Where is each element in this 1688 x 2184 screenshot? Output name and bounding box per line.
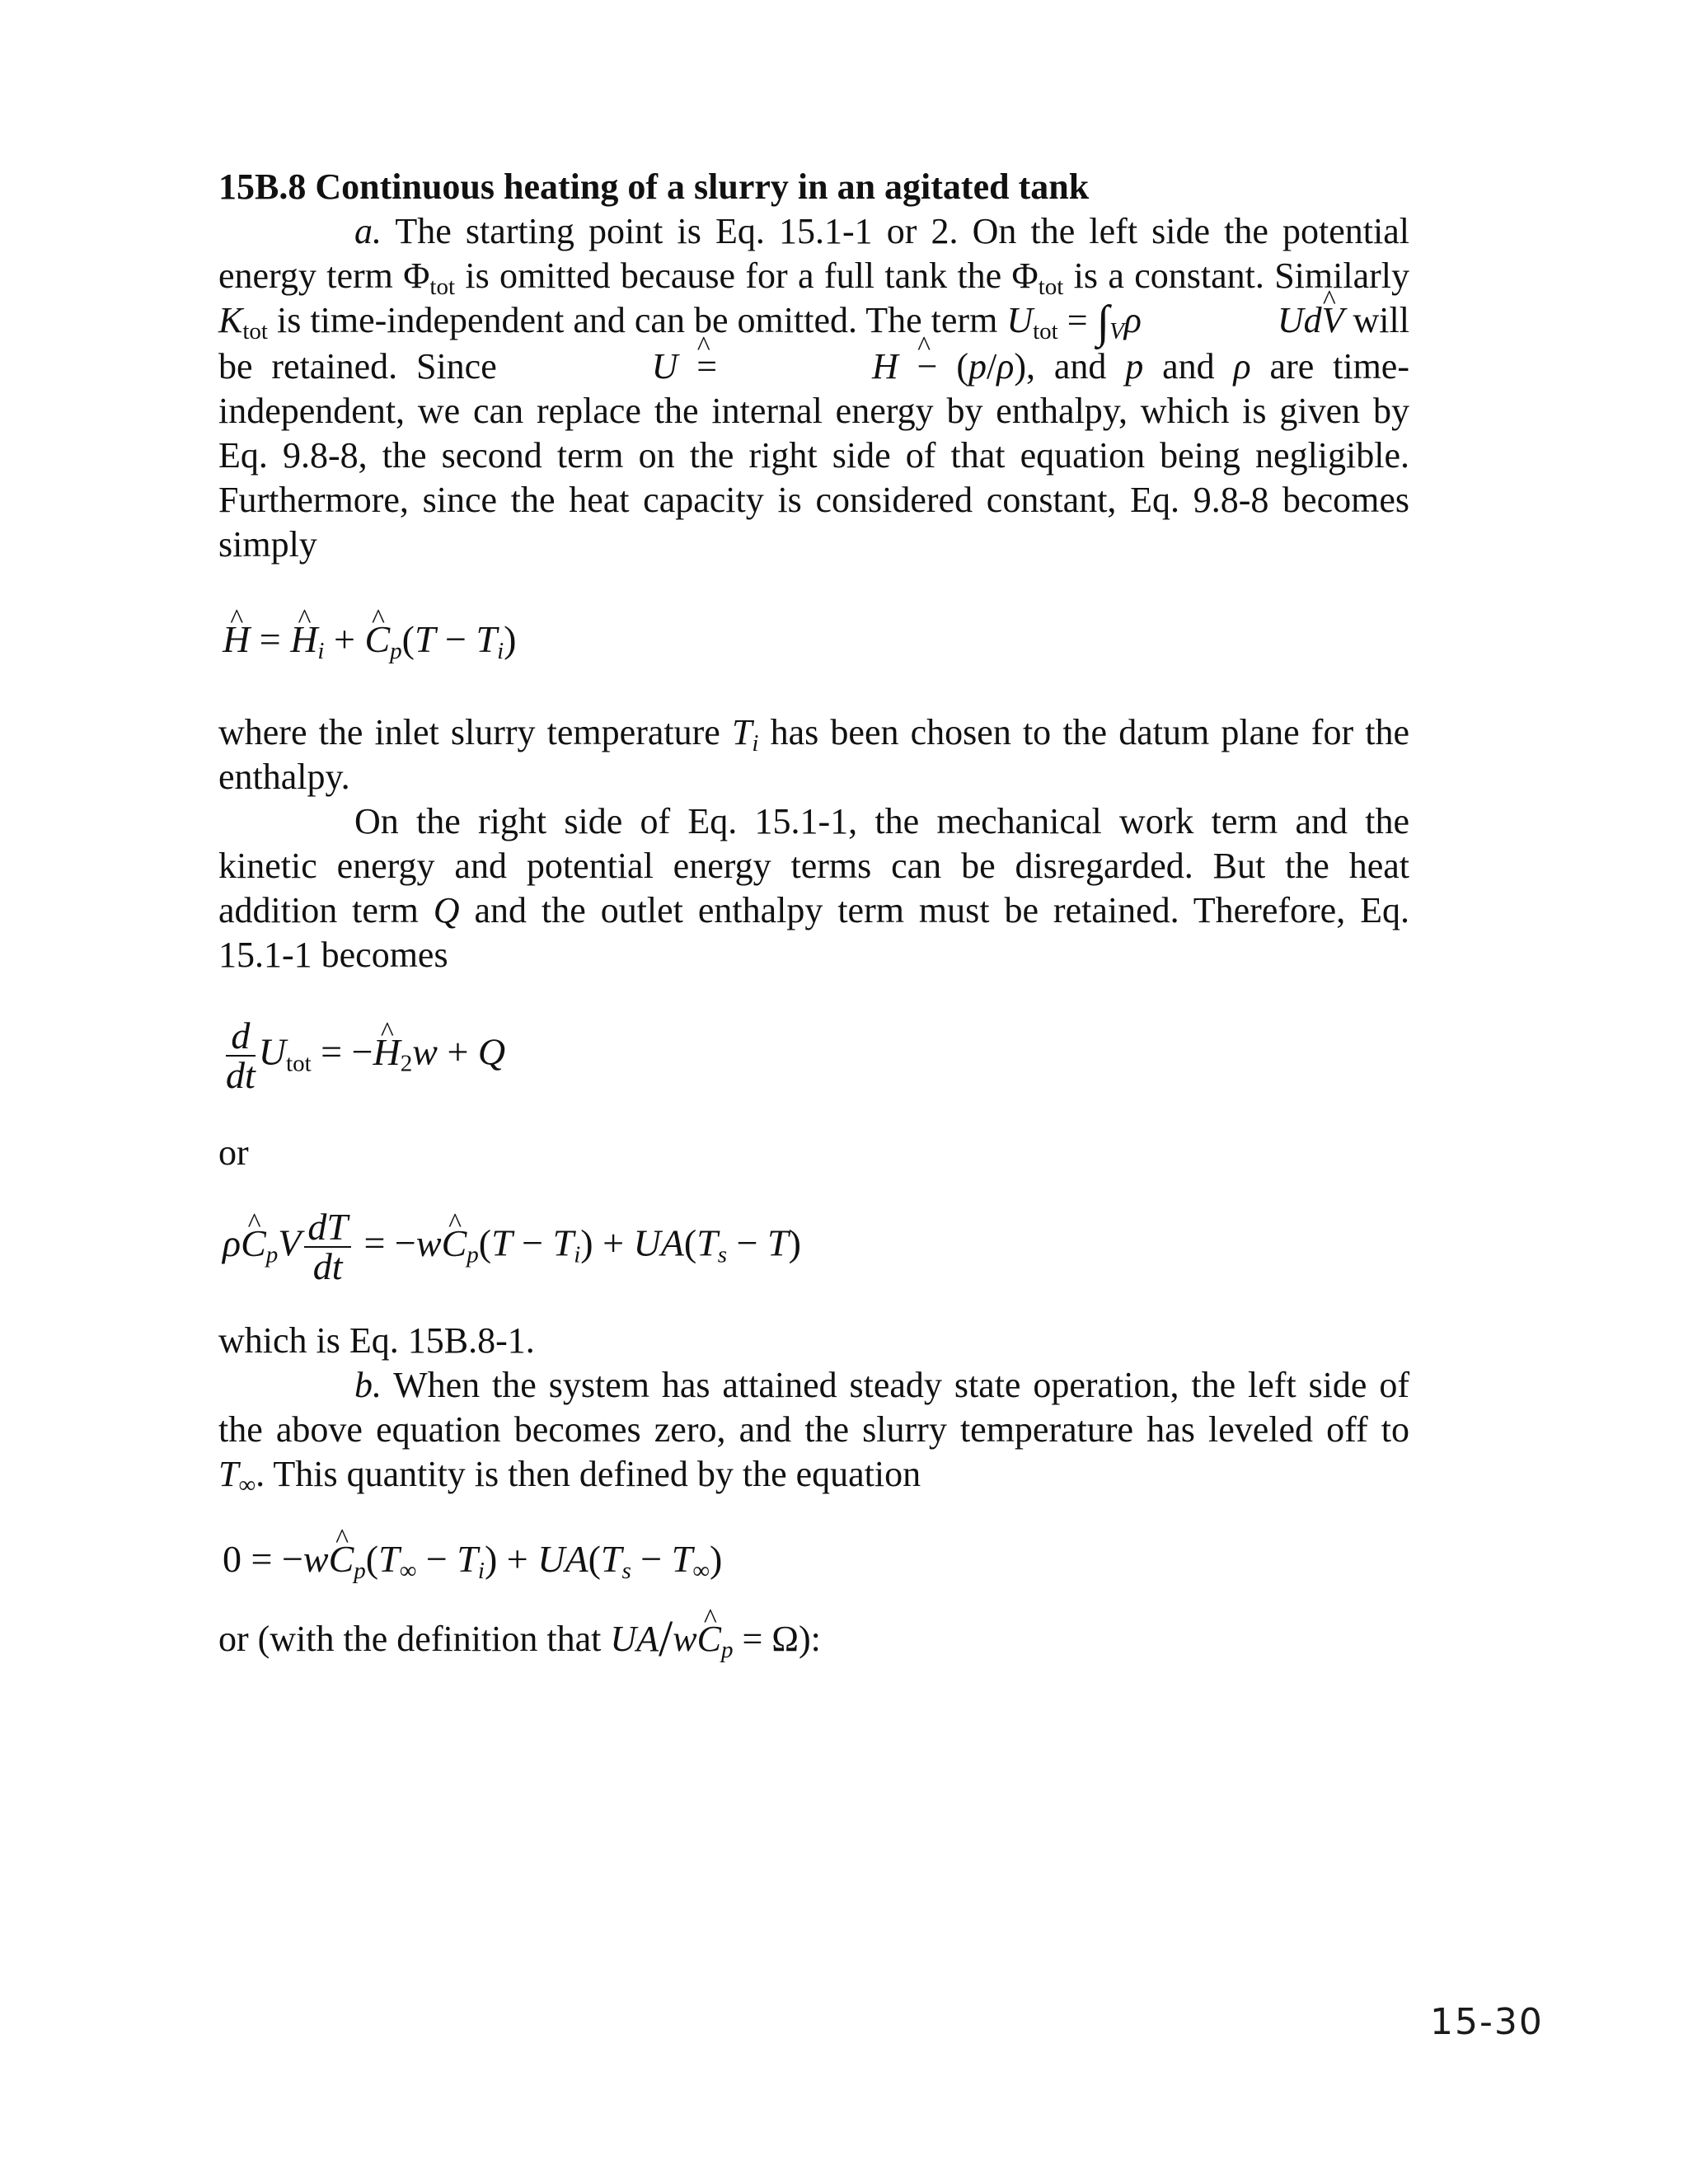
definition-text: or (with the definition that UA/w^ $C_p = \Omega$): bbox=[218, 1617, 1409, 1661]
paragraph-inlet: where the inlet slurry temperature $T_i$ has been chosen to the datum plane for the enthalpy. bbox=[218, 712, 1409, 797]
which-is-text: which is Eq. 15B.8-1. bbox=[218, 1320, 535, 1361]
section-heading: 15B.8 Continuous heating of a slurry in an agitated tank bbox=[218, 166, 1090, 207]
energy-balance-equation: $\frac{d}{dt}$ $U_{tot}$ = −^ $H_2w + Q$ bbox=[218, 1017, 1409, 1094]
paragraph-a: a. The starting point is Eq. 15.1-1 or 2. On the left side the potential energy term $\Phi_{tot}$ is omitted because for a full tank the $\Phi_{tot}$ is a constant. Similarly $K_{tot}$ is time-independent and can be omitted. The term $U_{tot}$ = $\int_V\rho\^{}$ UdV will be retained. Since ^ U = ^ H − (p/ρ), and p and ρ are time-independent, we can replace the internal energy by enthalpy, which is given by Eq. 9.8-8, the second term on the right side of that equation being negligible. Furthermore, since the heat capacity is considered constant, Eq. 9.8-8 becomes simply bbox=[218, 209, 1409, 567]
paragraph-b: b. When the system has attained steady state operation, the left side of the above equation becomes zero, and the slurry temperature has leveled off to $T_\infty$. This quantity is then defined by the equation bbox=[218, 1365, 1409, 1498]
enthalpy-equation: ^ H = ^ $H_i$ + ^ $C_p(T - T_i)$ bbox=[218, 615, 1409, 664]
temperature-ode-equation: ρ^ $C_pV$ $\frac{dT}{dt}$ = −w^ $C_p(T - T_i) + UA(T_s - T)$ bbox=[218, 1208, 1409, 1286]
or-text: or bbox=[218, 1132, 249, 1173]
page-body bbox=[218, 165, 1410, 1667]
steady-state-equation: 0 = −w^ $C_p(T_\infty - T_i) + UA(T_s - T_\infty)$ bbox=[218, 1535, 1409, 1584]
page-number: 15-30 bbox=[1430, 2001, 1544, 2043]
paragraph-right-side: On the right side of Eq. 15.1-1, the mechanical work term and the kinetic energy and potential energy terms can be disregarded. But the heat addition term Q and the outlet enthalpy term must be retained. Therefore, Eq. 15.1-1 becomes bbox=[218, 801, 1410, 975]
